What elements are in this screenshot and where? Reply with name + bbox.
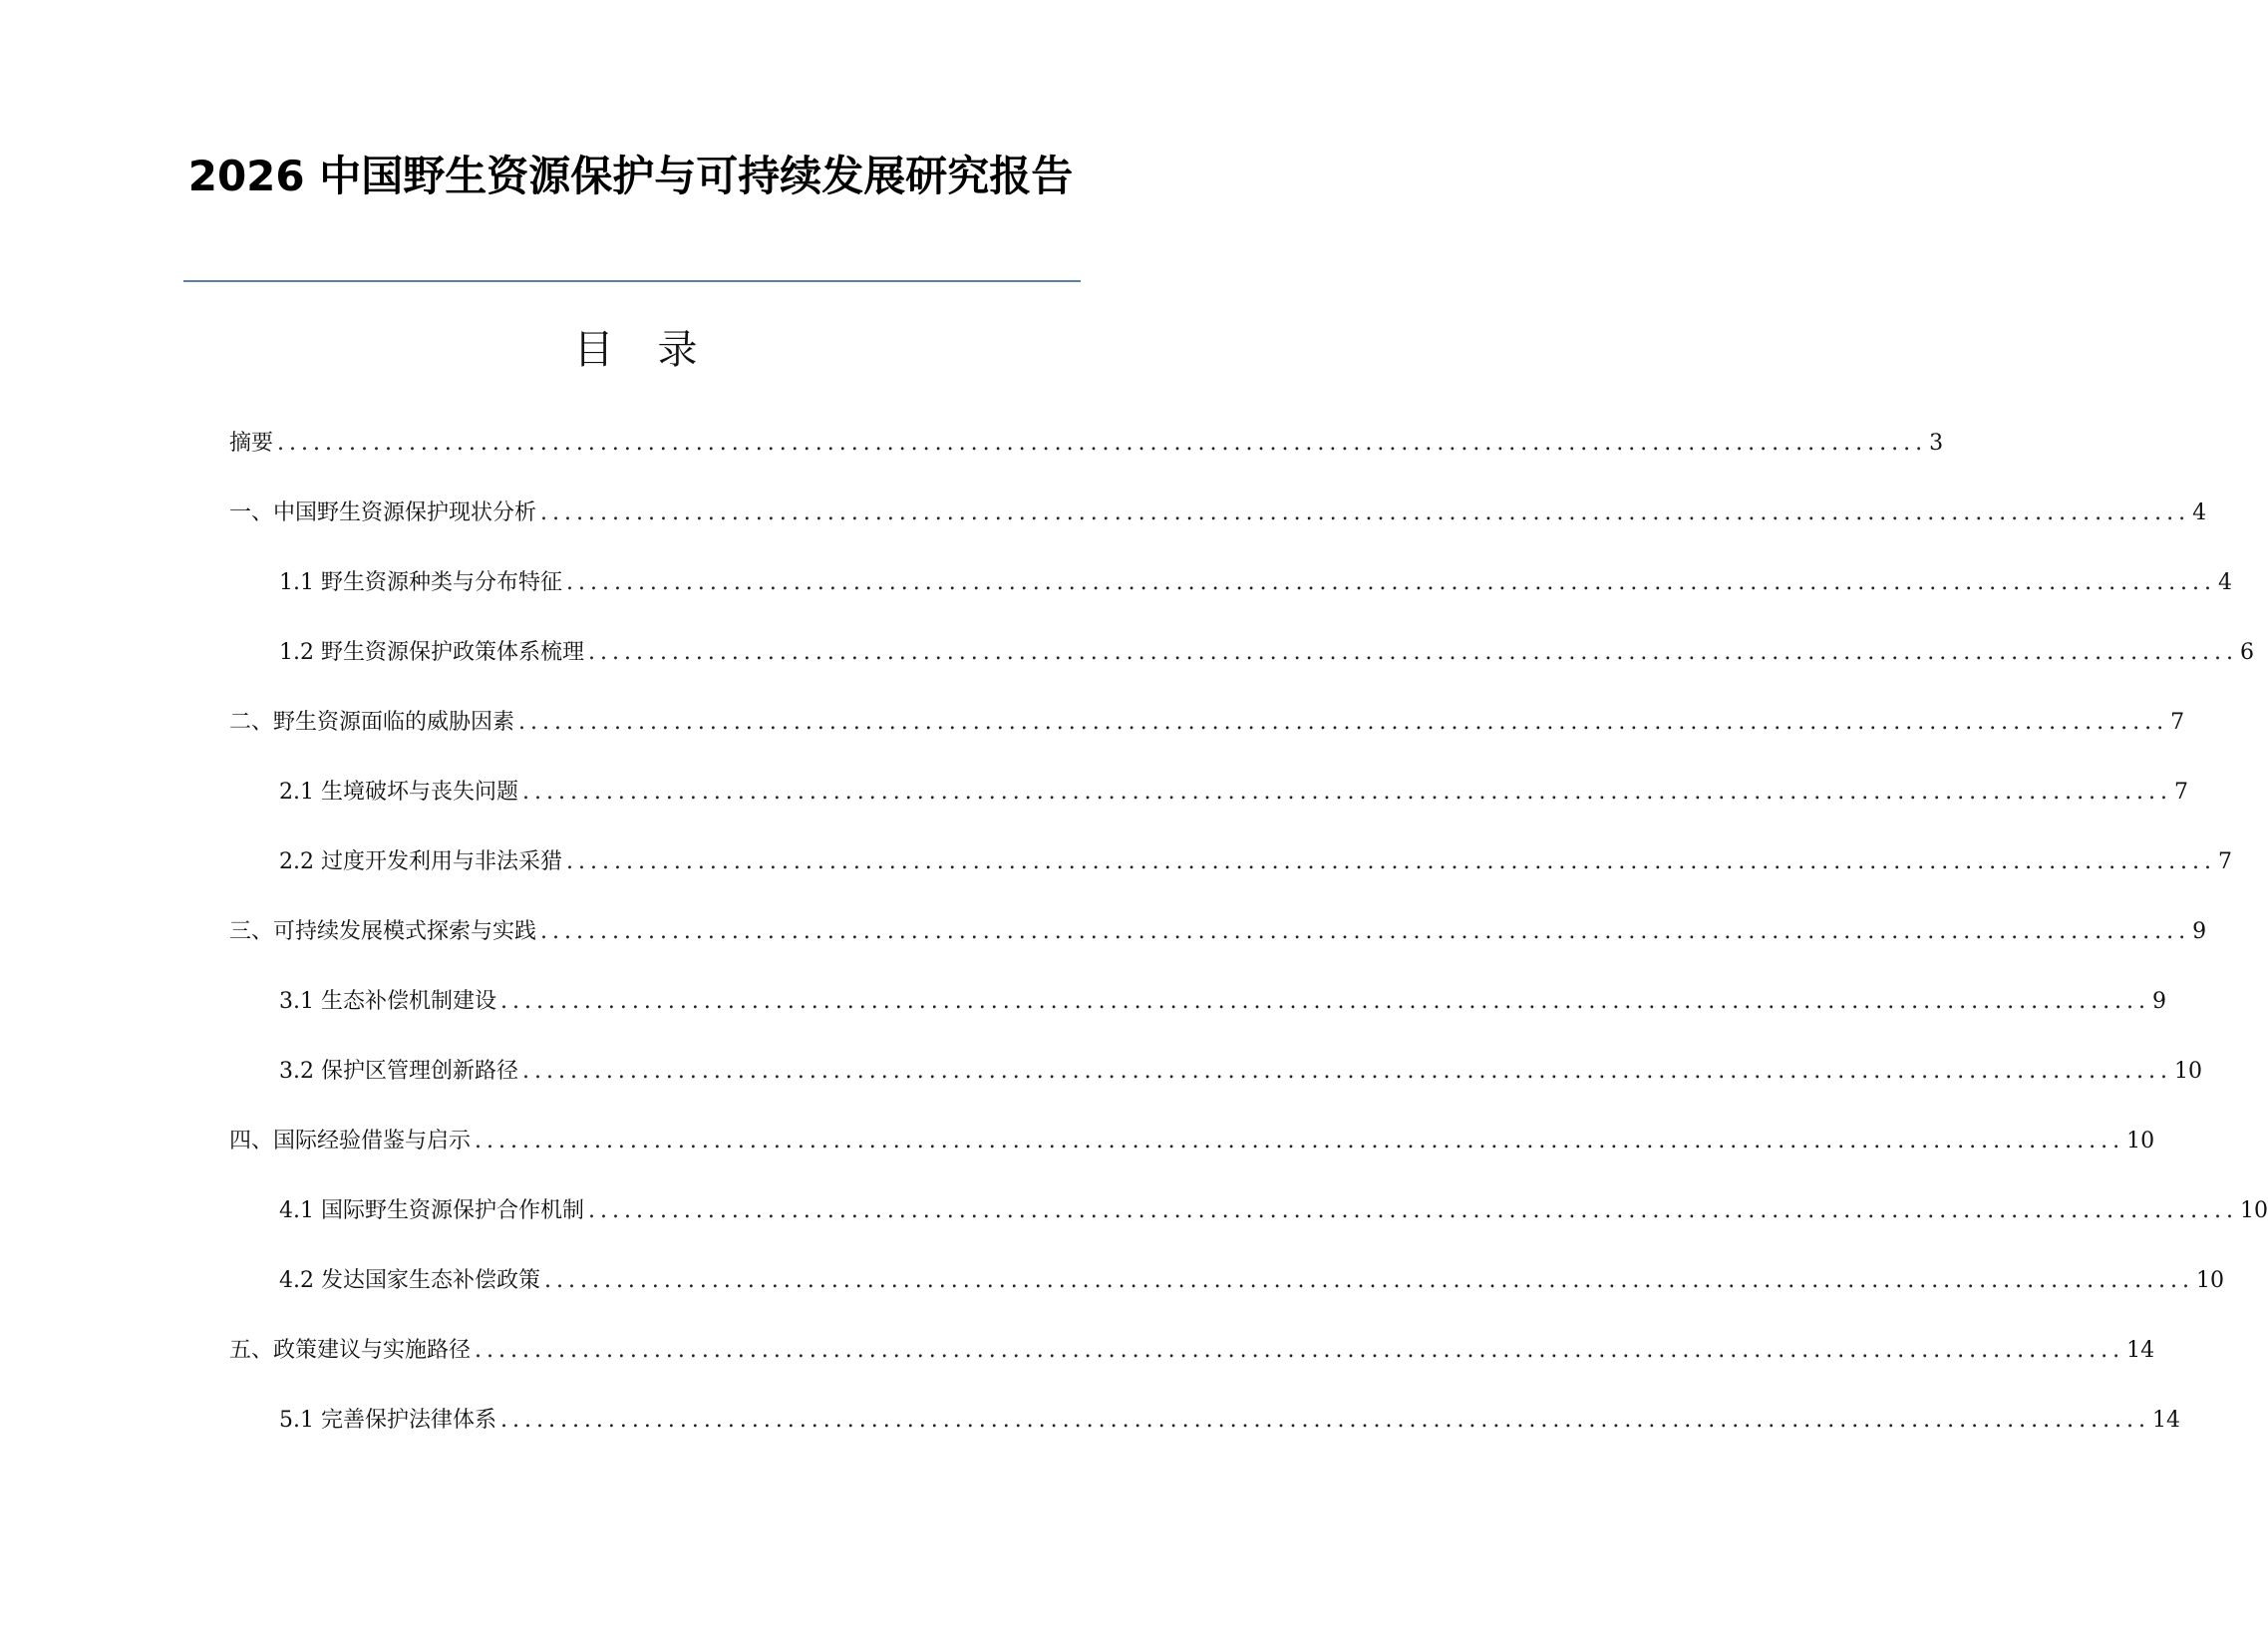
- toc-entry[interactable]: [229, 708, 2185, 778]
- toc-entry[interactable]: [229, 568, 2233, 638]
- title-divider: [183, 280, 1081, 282]
- toc-dot-leader: ..........................................................................................................................................: [521, 780, 2173, 805]
- toc-entry-label: 四、国际经验借鉴与启示: [229, 1129, 472, 1153]
- toc-entry-label: 2.1 生境破坏与丧失问题: [279, 780, 518, 805]
- toc-entry-label: 一、中国野生资源保护现状分析: [229, 500, 537, 525]
- toc-entry-label: 五、政策建议与实施路径: [229, 1338, 472, 1363]
- toc-entry-label: 4.2 发达国家生态补偿政策: [279, 1268, 540, 1293]
- toc-entry[interactable]: [229, 778, 2189, 847]
- toc-entry-page: 14: [2126, 1338, 2155, 1363]
- toc-entry-page: 10: [2196, 1268, 2225, 1293]
- toc-entry-label: 3.1 生态补偿机制建设: [279, 989, 496, 1014]
- toc-entry[interactable]: [229, 1057, 2203, 1127]
- toc-dot-leader: ..........................................................................................................................................: [277, 431, 1928, 456]
- toc-entry-page: 10: [2240, 1198, 2268, 1223]
- toc-entry-page: 9: [2192, 919, 2207, 944]
- toc-entry-page: 6: [2240, 640, 2255, 665]
- toc-heading: 目录: [573, 327, 742, 373]
- toc-entry-page: 4: [2192, 500, 2207, 525]
- toc-dot-leader: ..........................................................................................................................................: [587, 1198, 2239, 1223]
- toc-dot-leader: ..........................................................................................................................................: [475, 1338, 2125, 1363]
- toc-entry-page: 10: [2174, 1059, 2203, 1084]
- toc-dot-leader: ..........................................................................................................................................: [565, 570, 2217, 595]
- toc-dot-leader: ..........................................................................................................................................: [499, 989, 2151, 1014]
- toc-dot-leader: ..........................................................................................................................................: [540, 919, 2191, 944]
- toc-entry-page: 3: [1929, 431, 1944, 456]
- toc-entry-label: 4.1 国际野生资源保护合作机制: [279, 1198, 584, 1223]
- toc-dot-leader: ..........................................................................................................................................: [475, 1129, 2125, 1153]
- toc-entry[interactable]: [229, 917, 2207, 987]
- toc-dot-leader: ..........................................................................................................................................: [587, 640, 2239, 665]
- toc-entry[interactable]: [229, 429, 1944, 498]
- table-of-contents: [229, 429, 2268, 1476]
- toc-entry-label: 1.1 野生资源种类与分布特征: [279, 570, 562, 595]
- toc-entry-label: 2.2 过度开发利用与非法采猎: [279, 849, 562, 874]
- toc-dot-leader: ..........................................................................................................................................: [499, 1408, 2151, 1433]
- toc-entry-page: 10: [2126, 1129, 2155, 1153]
- toc-dot-leader: ..........................................................................................................................................: [540, 500, 2191, 525]
- toc-entry[interactable]: [229, 987, 2167, 1057]
- toc-entry-label: 摘要: [229, 431, 274, 456]
- toc-entry-page: 7: [2170, 710, 2185, 735]
- toc-entry[interactable]: [229, 1266, 2225, 1336]
- toc-entry-label: 二、野生资源面临的威胁因素: [229, 710, 515, 735]
- toc-entry-page: 7: [2218, 849, 2233, 874]
- document-title: 2026 中国野生资源保护与可持续发展研究报告: [187, 152, 1074, 200]
- toc-entry-page: 4: [2218, 570, 2233, 595]
- toc-dot-leader: ..........................................................................................................................................: [521, 1059, 2173, 1084]
- toc-entry[interactable]: [229, 1196, 2268, 1266]
- toc-entry-page: 7: [2174, 780, 2189, 805]
- toc-entry[interactable]: [229, 638, 2255, 708]
- toc-dot-leader: ..........................................................................................................................................: [518, 710, 2169, 735]
- toc-entry-page: 9: [2152, 989, 2167, 1014]
- toc-entry-page: 14: [2152, 1408, 2181, 1433]
- toc-entry-label: 3.2 保护区管理创新路径: [279, 1059, 518, 1084]
- toc-dot-leader: ..........................................................................................................................................: [565, 849, 2217, 874]
- toc-entry-label: 5.1 完善保护法律体系: [279, 1408, 496, 1433]
- toc-entry[interactable]: [229, 1336, 2155, 1406]
- toc-dot-leader: ..........................................................................................................................................: [543, 1268, 2195, 1293]
- toc-entry[interactable]: [229, 1127, 2155, 1196]
- toc-entry[interactable]: [229, 498, 2207, 568]
- toc-entry[interactable]: [229, 847, 2233, 917]
- toc-entry-label: 1.2 野生资源保护政策体系梳理: [279, 640, 584, 665]
- toc-entry[interactable]: [229, 1406, 2181, 1476]
- toc-entry-label: 三、可持续发展模式探索与实践: [229, 919, 537, 944]
